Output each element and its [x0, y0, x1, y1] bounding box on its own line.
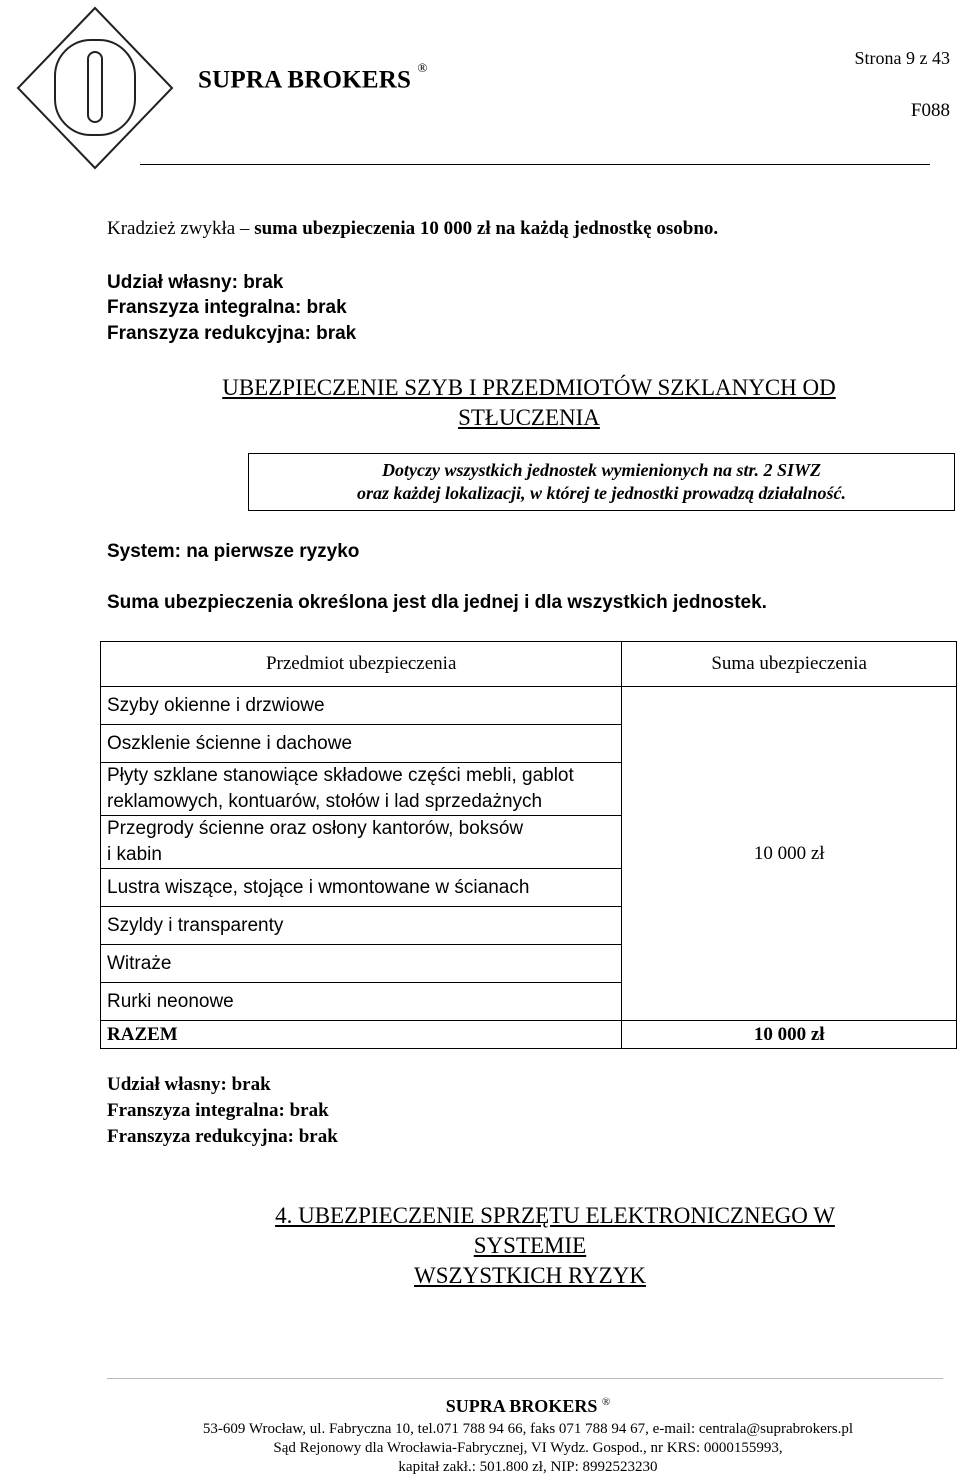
- integral-franchise-2: Franszyza integralna: brak: [107, 1100, 329, 1121]
- header-brand: SUPRA BROKERS ®: [198, 60, 428, 94]
- item-cell: Szyldy i transparenty: [101, 907, 622, 945]
- section-4-title-line2: SYSTEMIE: [473, 1233, 587, 1258]
- scope-note-line1: Dotyczy wszystkich jednostek wymienionych na str. 2 SIWZ: [381, 460, 822, 480]
- item-cell: Oszklenie ścienne i dachowe: [101, 725, 622, 763]
- col-header-sum: Suma ubezpieczenia: [622, 642, 957, 687]
- own-share-1: Udział własny: brak: [107, 272, 284, 293]
- page-number: Strona 9 z 43: [854, 48, 950, 68]
- sum-note: Suma ubezpieczenia określona jest dla jednej i dla wszystkich jednostek.: [107, 592, 767, 613]
- integral-franchise-1: Franszyza integralna: brak: [107, 297, 347, 318]
- total-label: RAZEM: [101, 1021, 622, 1049]
- own-share-2: Udział własny: brak: [107, 1074, 271, 1095]
- theft-sum-line: Kradzież zwykła – suma ubezpieczenia 10 000 zł na każdą jednostkę osobno.: [107, 218, 719, 239]
- footer-brand: SUPRA BROKERS ®: [445, 1396, 611, 1416]
- reductive-franchise-1: Franszyza redukcyjna: brak: [107, 323, 357, 344]
- insured-items-table: [100, 641, 957, 1049]
- footer-divider: [107, 1378, 943, 1379]
- shared-sum-cell: 10 000 zł: [622, 687, 957, 1021]
- section-title-glass-line2: STŁUCZENIA: [458, 405, 600, 430]
- footer-address: 53-609 Wrocław, ul. Fabryczna 10, tel.071 788 94 66, faks 071 788 94 67, e-mail: centrala@suprabrokers.pl: [202, 1421, 854, 1437]
- section-title-glass-line1: UBEZPIECZENIE SZYB I PRZEDMIOTÓW SZKLANYCH OD: [222, 375, 836, 400]
- item-cell: Płyty szklane stanowiące składowe części mebli, gablot reklamowych, kontuarów, stołów i lad sprzedażnych: [101, 763, 622, 816]
- table-row: [101, 687, 957, 725]
- item-cell: Lustra wiszące, stojące i wmontowane w ścianach: [101, 869, 622, 907]
- item-cell: Rurki neonowe: [101, 983, 622, 1021]
- registered-mark: ®: [417, 60, 428, 75]
- form-code: F088: [910, 100, 950, 121]
- footer-registered-mark: ®: [601, 1396, 611, 1408]
- reductive-franchise-2: Franszyza redukcyjna: brak: [107, 1126, 338, 1147]
- scope-note-box: [248, 453, 955, 511]
- company-logo: [0, 0, 190, 180]
- item-cell: Witraże: [101, 945, 622, 983]
- col-header-subject: Przedmiot ubezpieczenia: [101, 642, 622, 687]
- table-header-row: [101, 642, 957, 687]
- section-4-title-line3: WSZYSTKICH RYZYK: [414, 1263, 646, 1288]
- item-cell: Szyby okienne i drzwiowe: [101, 687, 622, 725]
- header-divider: [140, 164, 930, 165]
- section-4-title-line1: 4. UBEZPIECZENIE SPRZĘTU ELEKTRONICZNEGO W: [275, 1203, 835, 1228]
- item-cell: Przegrody ścienne oraz osłony kantorów, boksów i kabin: [101, 816, 622, 869]
- footer-capital: kapitał zakł.: 501.800 zł, NIP: 8992523230: [398, 1459, 658, 1475]
- total-value: 10 000 zł: [622, 1021, 957, 1049]
- total-row: [101, 1021, 957, 1049]
- scope-note-line2: oraz każdej lokalizacji, w której te jednostki prowadzą działalność.: [356, 483, 847, 503]
- system-line: System: na pierwsze ryzyko: [107, 541, 360, 562]
- footer-court: Sąd Rejonowy dla Wrocławia-Fabrycznej, VI Wydz. Gospod., nr KRS: 0000155993,: [273, 1440, 783, 1456]
